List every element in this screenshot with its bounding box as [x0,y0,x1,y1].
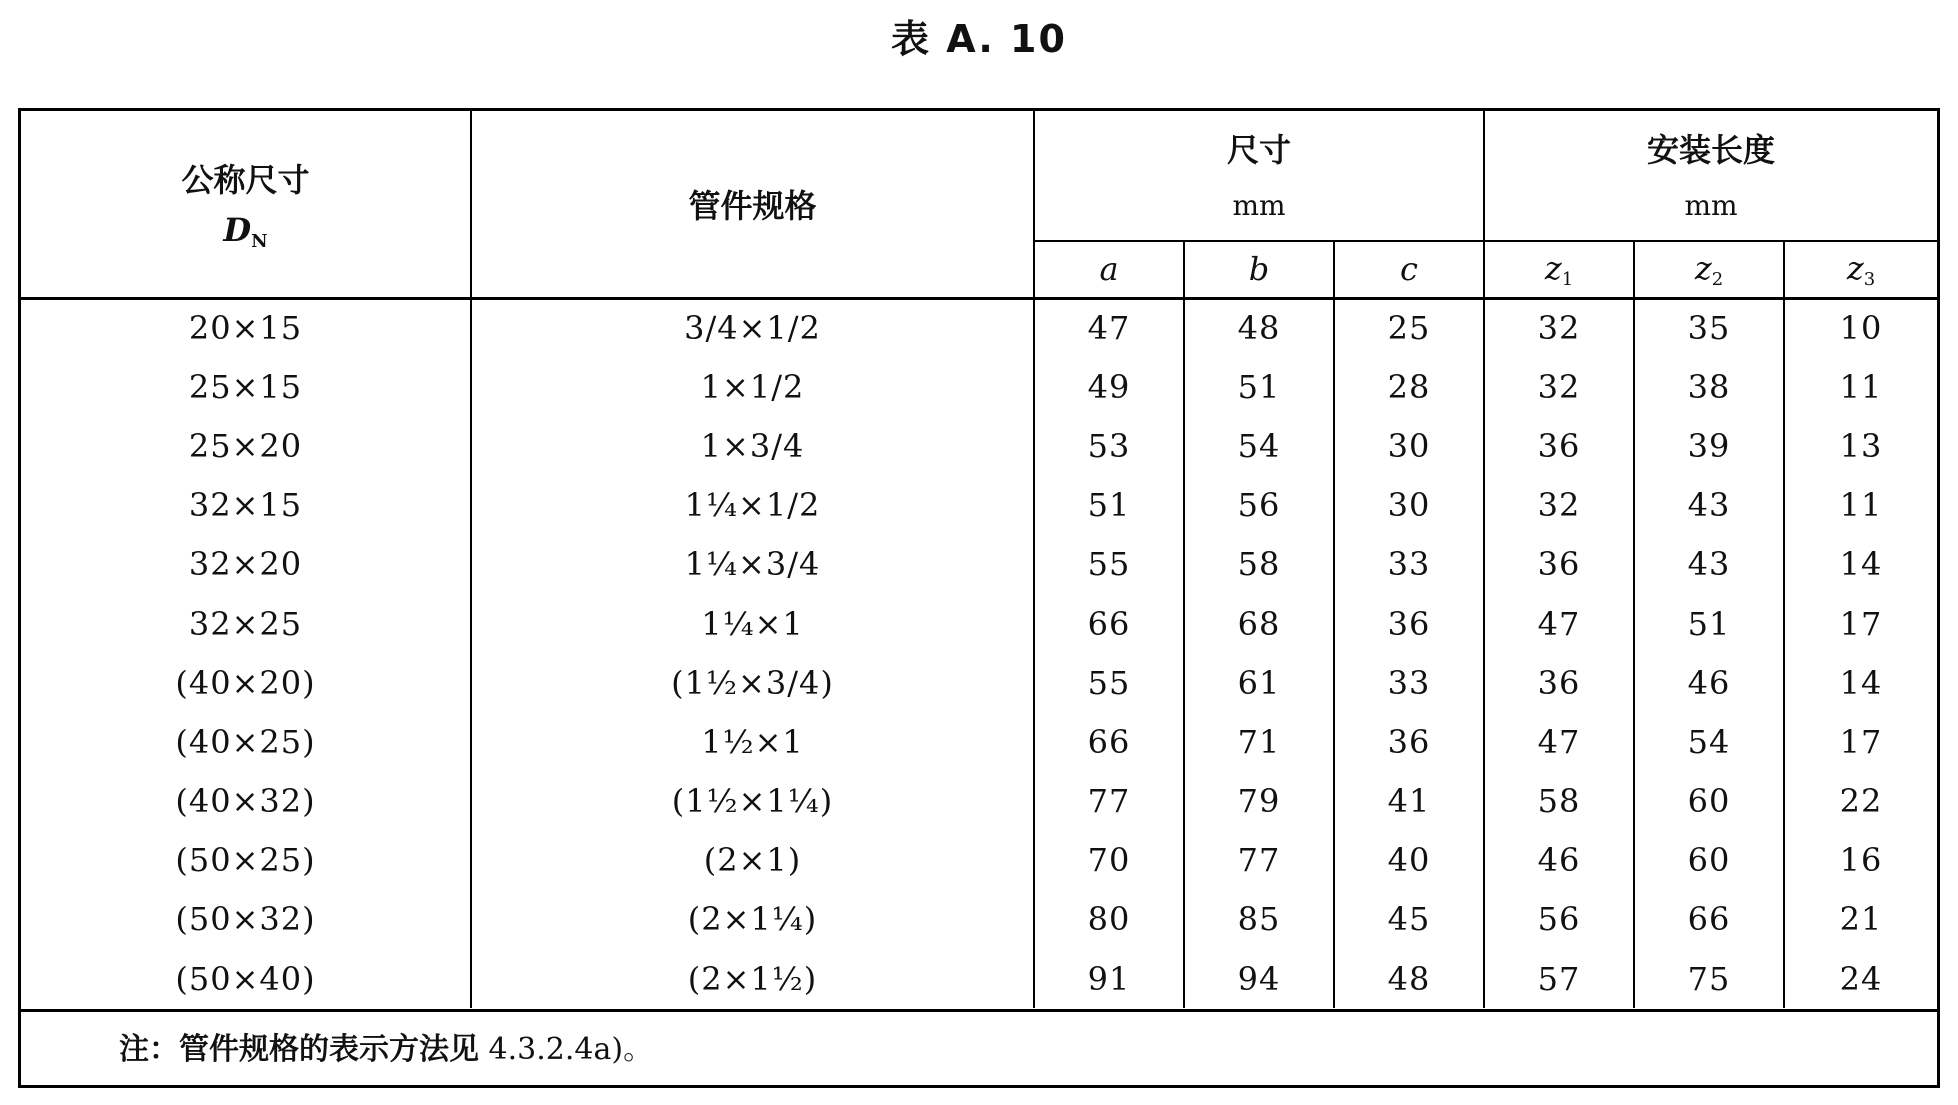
cell-z3: 17 [1839,722,1883,761]
cell-c: 28 [1334,357,1484,416]
cell-dn: (40×20) [21,653,471,712]
cell-z3: 14 [1839,545,1883,584]
cell-b: 77 [1184,831,1334,890]
cell-z2: 43 [1634,535,1784,594]
table-row [21,653,1937,712]
cell-a: 66 [1034,712,1184,771]
cell-spec: 1½×1 [471,712,1034,771]
cell-spec: (2×1) [471,831,1034,890]
cell-dn: 32×25 [21,594,471,653]
table-row [21,357,1937,416]
cell-spec: (1½×1¼) [471,772,1034,831]
cell-z1: 57 [1484,949,1634,1008]
cell-c: 33 [1334,535,1484,594]
cell-a: 55 [1034,653,1184,712]
cell-c: 36 [1334,712,1484,771]
cell-a: 53 [1034,416,1184,475]
cell-z3: 24 [1839,959,1883,998]
cell-spec: 1¼×3/4 [471,535,1034,594]
cell-z3: 21 [1839,900,1883,939]
cell-z3: 17 [1839,604,1883,643]
cell-c: 30 [1334,416,1484,475]
cell-z2: 46 [1634,653,1784,712]
cell-a: 47 [1034,298,1184,357]
header-dimensions-group: 尺寸 mm [1034,111,1484,241]
table-row [21,772,1937,831]
cell-z1: 36 [1484,535,1634,594]
cell-dn: 25×20 [21,416,471,475]
cell-spec: (2×1¼) [471,890,1034,949]
cell-dn: 32×20 [21,535,471,594]
note-reference: 4.3.2.4a)。 [479,1032,654,1067]
cell-dn: 20×15 [21,298,471,357]
header-a: a [1034,241,1184,298]
table-row [21,831,1937,890]
cell-c: 40 [1334,831,1484,890]
header-z1: $z_1$ [1484,241,1634,298]
cell-z3: 11 [1839,367,1883,406]
cell-a: 66 [1034,594,1184,653]
header-install-length-unit: mm [1684,189,1738,222]
cell-c: 25 [1334,298,1484,357]
cell-z2: 35 [1634,298,1784,357]
cell-z2: 51 [1634,594,1784,653]
cell-b: 94 [1184,949,1334,1008]
cell-b: 85 [1184,890,1334,949]
cell-z2: 43 [1634,476,1784,535]
header-z2: $z_2$ [1634,241,1784,298]
table-row [21,594,1937,653]
cell-z1: 47 [1484,712,1634,771]
cell-b: 71 [1184,712,1334,771]
cell-z3: 13 [1839,426,1883,465]
cell-a: 77 [1034,772,1184,831]
cell-a: 91 [1034,949,1184,1008]
cell-spec: 1¼×1 [471,594,1034,653]
cell-a: 80 [1034,890,1184,949]
cell-b: 48 [1184,298,1334,357]
cell-dn: (50×32) [21,890,471,949]
cell-b: 56 [1184,476,1334,535]
header-dimensions-unit: mm [1232,189,1286,222]
cell-dn: (50×25) [21,831,471,890]
header-nominal-symbol: $D_N$ [223,211,268,253]
cell-b: 68 [1184,594,1334,653]
cell-z1: 32 [1484,476,1634,535]
cell-z1: 58 [1484,772,1634,831]
cell-z3: 22 [1839,782,1883,821]
cell-c: 41 [1334,772,1484,831]
fitting-dimensions-table [21,111,1937,1008]
table-row [21,712,1937,771]
table-row [21,476,1937,535]
cell-a: 49 [1034,357,1184,416]
cell-spec: (1½×3/4) [471,653,1034,712]
cell-spec: 1¼×1/2 [471,476,1034,535]
cell-z2: 60 [1634,831,1784,890]
table-row [21,535,1937,594]
cell-b: 58 [1184,535,1334,594]
cell-z1: 32 [1484,298,1634,357]
table-row [21,298,1937,357]
cell-z2: 60 [1634,772,1784,831]
cell-c: 33 [1334,653,1484,712]
cell-b: 51 [1184,357,1334,416]
note-label: 注：管件规格的表示方法见 [119,1032,479,1067]
table-row [21,949,1937,1008]
header-c: c [1334,241,1484,298]
header-z3: $z_3$ [1784,241,1937,298]
cell-spec: (2×1½) [471,949,1034,1008]
cell-z1: 36 [1484,416,1634,475]
cell-z3: 10 [1839,309,1883,348]
cell-b: 79 [1184,772,1334,831]
cell-z1: 46 [1484,831,1634,890]
table-note [21,1009,1937,1085]
cell-z2: 54 [1634,712,1784,771]
spec-table-frame [18,108,1940,1088]
cell-dn: (40×32) [21,772,471,831]
cell-b: 54 [1184,416,1334,475]
cell-z3: 14 [1839,663,1883,702]
cell-dn: 25×15 [21,357,471,416]
cell-c: 45 [1334,890,1484,949]
header-nominal-label: 公称尺寸 [181,161,310,200]
cell-z2: 39 [1634,416,1784,475]
header-nominal-size [21,111,471,298]
cell-spec: 1×1/2 [471,357,1034,416]
cell-z1: 36 [1484,653,1634,712]
cell-c: 36 [1334,594,1484,653]
cell-dn: 32×15 [21,476,471,535]
cell-c: 48 [1334,949,1484,1008]
cell-a: 51 [1034,476,1184,535]
cell-dn: (40×25) [21,712,471,771]
cell-spec: 1×3/4 [471,416,1034,475]
cell-z3: 16 [1839,841,1883,880]
cell-c: 30 [1334,476,1484,535]
cell-z1: 56 [1484,890,1634,949]
cell-z2: 75 [1634,949,1784,1008]
cell-z2: 66 [1634,890,1784,949]
header-b: b [1184,241,1334,298]
cell-spec: 3/4×1/2 [471,298,1034,357]
cell-z1: 47 [1484,594,1634,653]
cell-z1: 32 [1484,357,1634,416]
cell-z3: 11 [1839,486,1883,525]
cell-b: 61 [1184,653,1334,712]
cell-z2: 38 [1634,357,1784,416]
table-title: 表 A. 10 [891,17,1067,61]
header-install-length-group: 安装长度 mm [1484,111,1937,241]
table-row [21,416,1937,475]
header-fitting-spec: 管件规格 [471,111,1034,298]
cell-dn: (50×40) [21,949,471,1008]
cell-a: 70 [1034,831,1184,890]
table-row [21,890,1937,949]
cell-a: 55 [1034,535,1184,594]
